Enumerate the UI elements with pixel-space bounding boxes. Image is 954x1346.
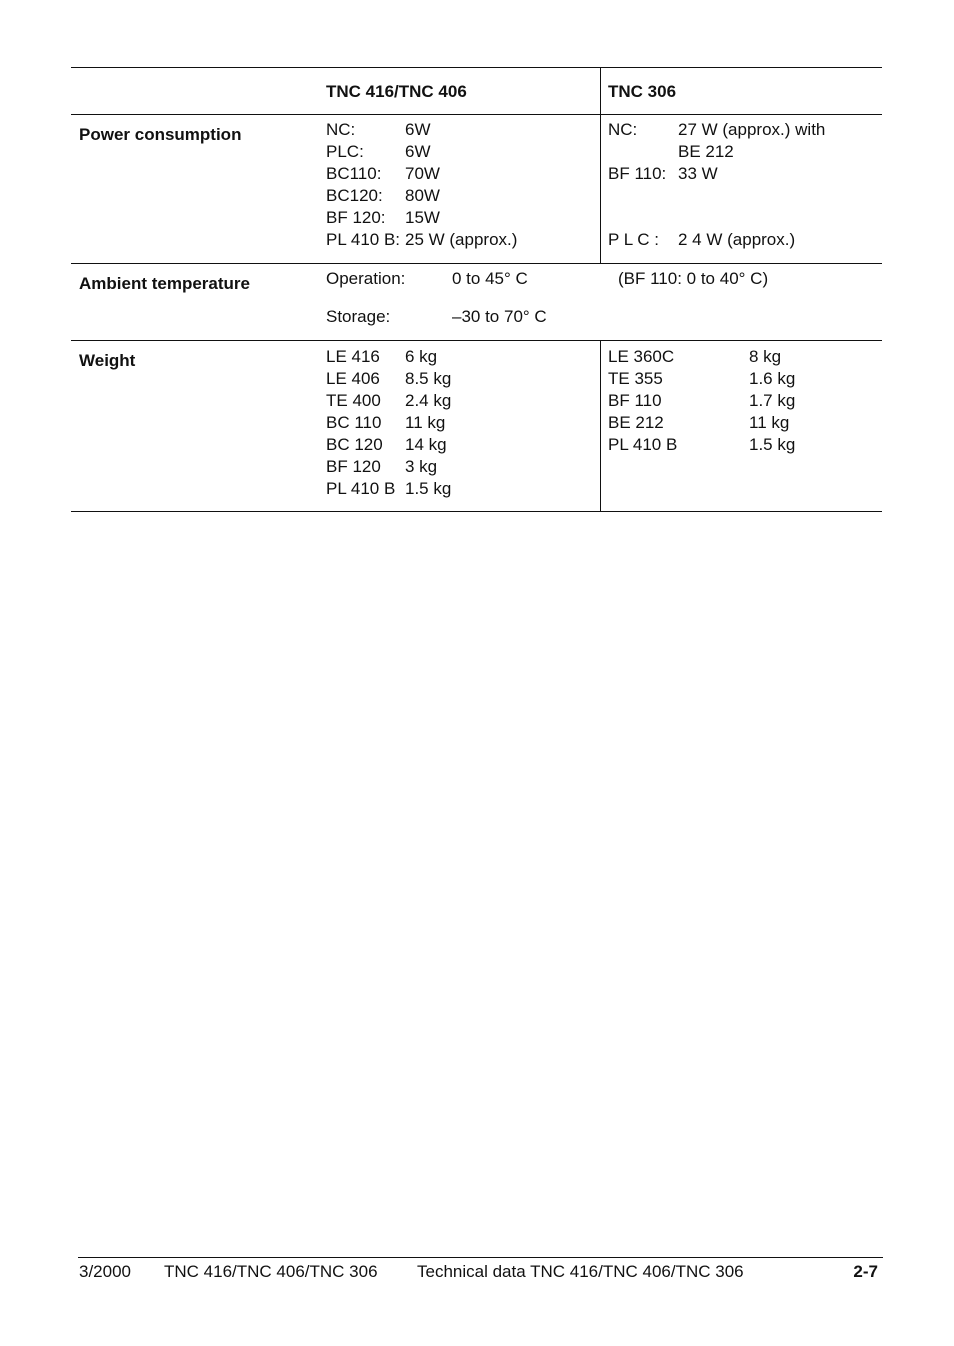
weight-value: 1.5 kg xyxy=(749,435,796,454)
table-bottom-rule xyxy=(71,511,882,512)
power-value: 70W xyxy=(405,164,440,183)
power-left-values xyxy=(405,119,517,251)
weight-key: PL 410 B xyxy=(326,479,396,498)
power-right-bf-val: 33 W xyxy=(678,164,718,183)
weight-key: PL 410 B xyxy=(608,435,678,454)
power-value: 80W xyxy=(405,186,440,205)
column-divider-power xyxy=(600,114,601,264)
power-bottom-rule xyxy=(71,263,882,264)
power-right-nc-key: NC: xyxy=(608,120,638,139)
weight-key: LE 416 xyxy=(326,347,380,366)
power-key: BC120: xyxy=(326,186,383,205)
power-key: BF 120: xyxy=(326,208,386,227)
weight-key: LE 360C xyxy=(608,347,675,366)
weight-right-values xyxy=(749,346,795,456)
power-value: 25 W (approx.) xyxy=(405,230,518,249)
table-top-rule xyxy=(71,67,882,68)
weight-key: BE 212 xyxy=(608,413,664,432)
column-divider-header xyxy=(600,67,601,115)
weight-value: 8.5 kg xyxy=(405,369,452,388)
weight-value: 8 kg xyxy=(749,347,782,366)
weight-key: BC 110 xyxy=(326,413,382,432)
header-col-tnc306: TNC 306 xyxy=(608,82,677,101)
weight-key: TE 355 xyxy=(608,369,663,388)
ambient-storage-val: –30 to 70° C xyxy=(452,307,547,326)
weight-value: 11 kg xyxy=(749,413,790,432)
power-left-keys xyxy=(326,119,400,251)
weight-value: 1.6 kg xyxy=(749,369,796,388)
weight-key: BF 120 xyxy=(326,457,381,476)
weight-key: BF 110 xyxy=(608,391,662,410)
power-value: 15W xyxy=(405,208,440,227)
footer-date: 3/2000 xyxy=(79,1262,131,1281)
weight-key: LE 406 xyxy=(326,369,380,388)
footer-section: Technical data TNC 416/TNC 406/TNC 306 xyxy=(417,1262,744,1281)
weight-label: Weight xyxy=(79,351,136,370)
weight-value: 3 kg xyxy=(405,457,438,476)
power-right-nc-val-cont: BE 212 xyxy=(678,142,734,161)
weight-key: TE 400 xyxy=(326,391,381,410)
weight-value: 1.5 kg xyxy=(405,479,452,498)
header-bottom-rule xyxy=(71,114,882,115)
ambient-operation-key: Operation: xyxy=(326,269,406,288)
ambient-operation-val: 0 to 45° C xyxy=(452,269,528,288)
power-right-plc-key: P L C : xyxy=(608,230,660,249)
weight-left-values xyxy=(405,346,451,500)
ambient-label: Ambient temperature xyxy=(79,274,250,293)
column-divider-weight xyxy=(600,340,601,512)
power-key: NC: xyxy=(326,120,356,139)
power-right-nc-val: 27 W (approx.) with xyxy=(678,120,826,139)
weight-value: 1.7 kg xyxy=(749,391,796,410)
weight-value: 2.4 kg xyxy=(405,391,452,410)
weight-right-keys xyxy=(608,346,677,456)
weight-value: 14 kg xyxy=(405,435,447,454)
header-col-tnc416: TNC 416/TNC 406 xyxy=(326,82,467,101)
ambient-storage-key: Storage: xyxy=(326,307,391,326)
weight-left-keys xyxy=(326,346,395,500)
ambient-bottom-rule xyxy=(71,340,882,341)
power-key: PLC: xyxy=(326,142,364,161)
power-value: 6W xyxy=(405,142,431,161)
ambient-bf-note: (BF 110: 0 to 40° C) xyxy=(618,269,769,288)
power-value: 6W xyxy=(405,120,431,139)
power-right-plc-val: 2 4 W (approx.) xyxy=(678,230,796,249)
power-key: PL 410 B: xyxy=(326,230,401,249)
footer-rule xyxy=(78,1257,883,1258)
weight-key: BC 120 xyxy=(326,435,383,454)
power-right-bf-key: BF 110: xyxy=(608,164,667,183)
power-label: Power consumption xyxy=(79,125,242,144)
footer-product: TNC 416/TNC 406/TNC 306 xyxy=(164,1262,378,1281)
page-number: 2-7 xyxy=(853,1262,878,1281)
power-key: BC110: xyxy=(326,164,382,183)
weight-value: 6 kg xyxy=(405,347,438,366)
weight-value: 11 kg xyxy=(405,413,446,432)
